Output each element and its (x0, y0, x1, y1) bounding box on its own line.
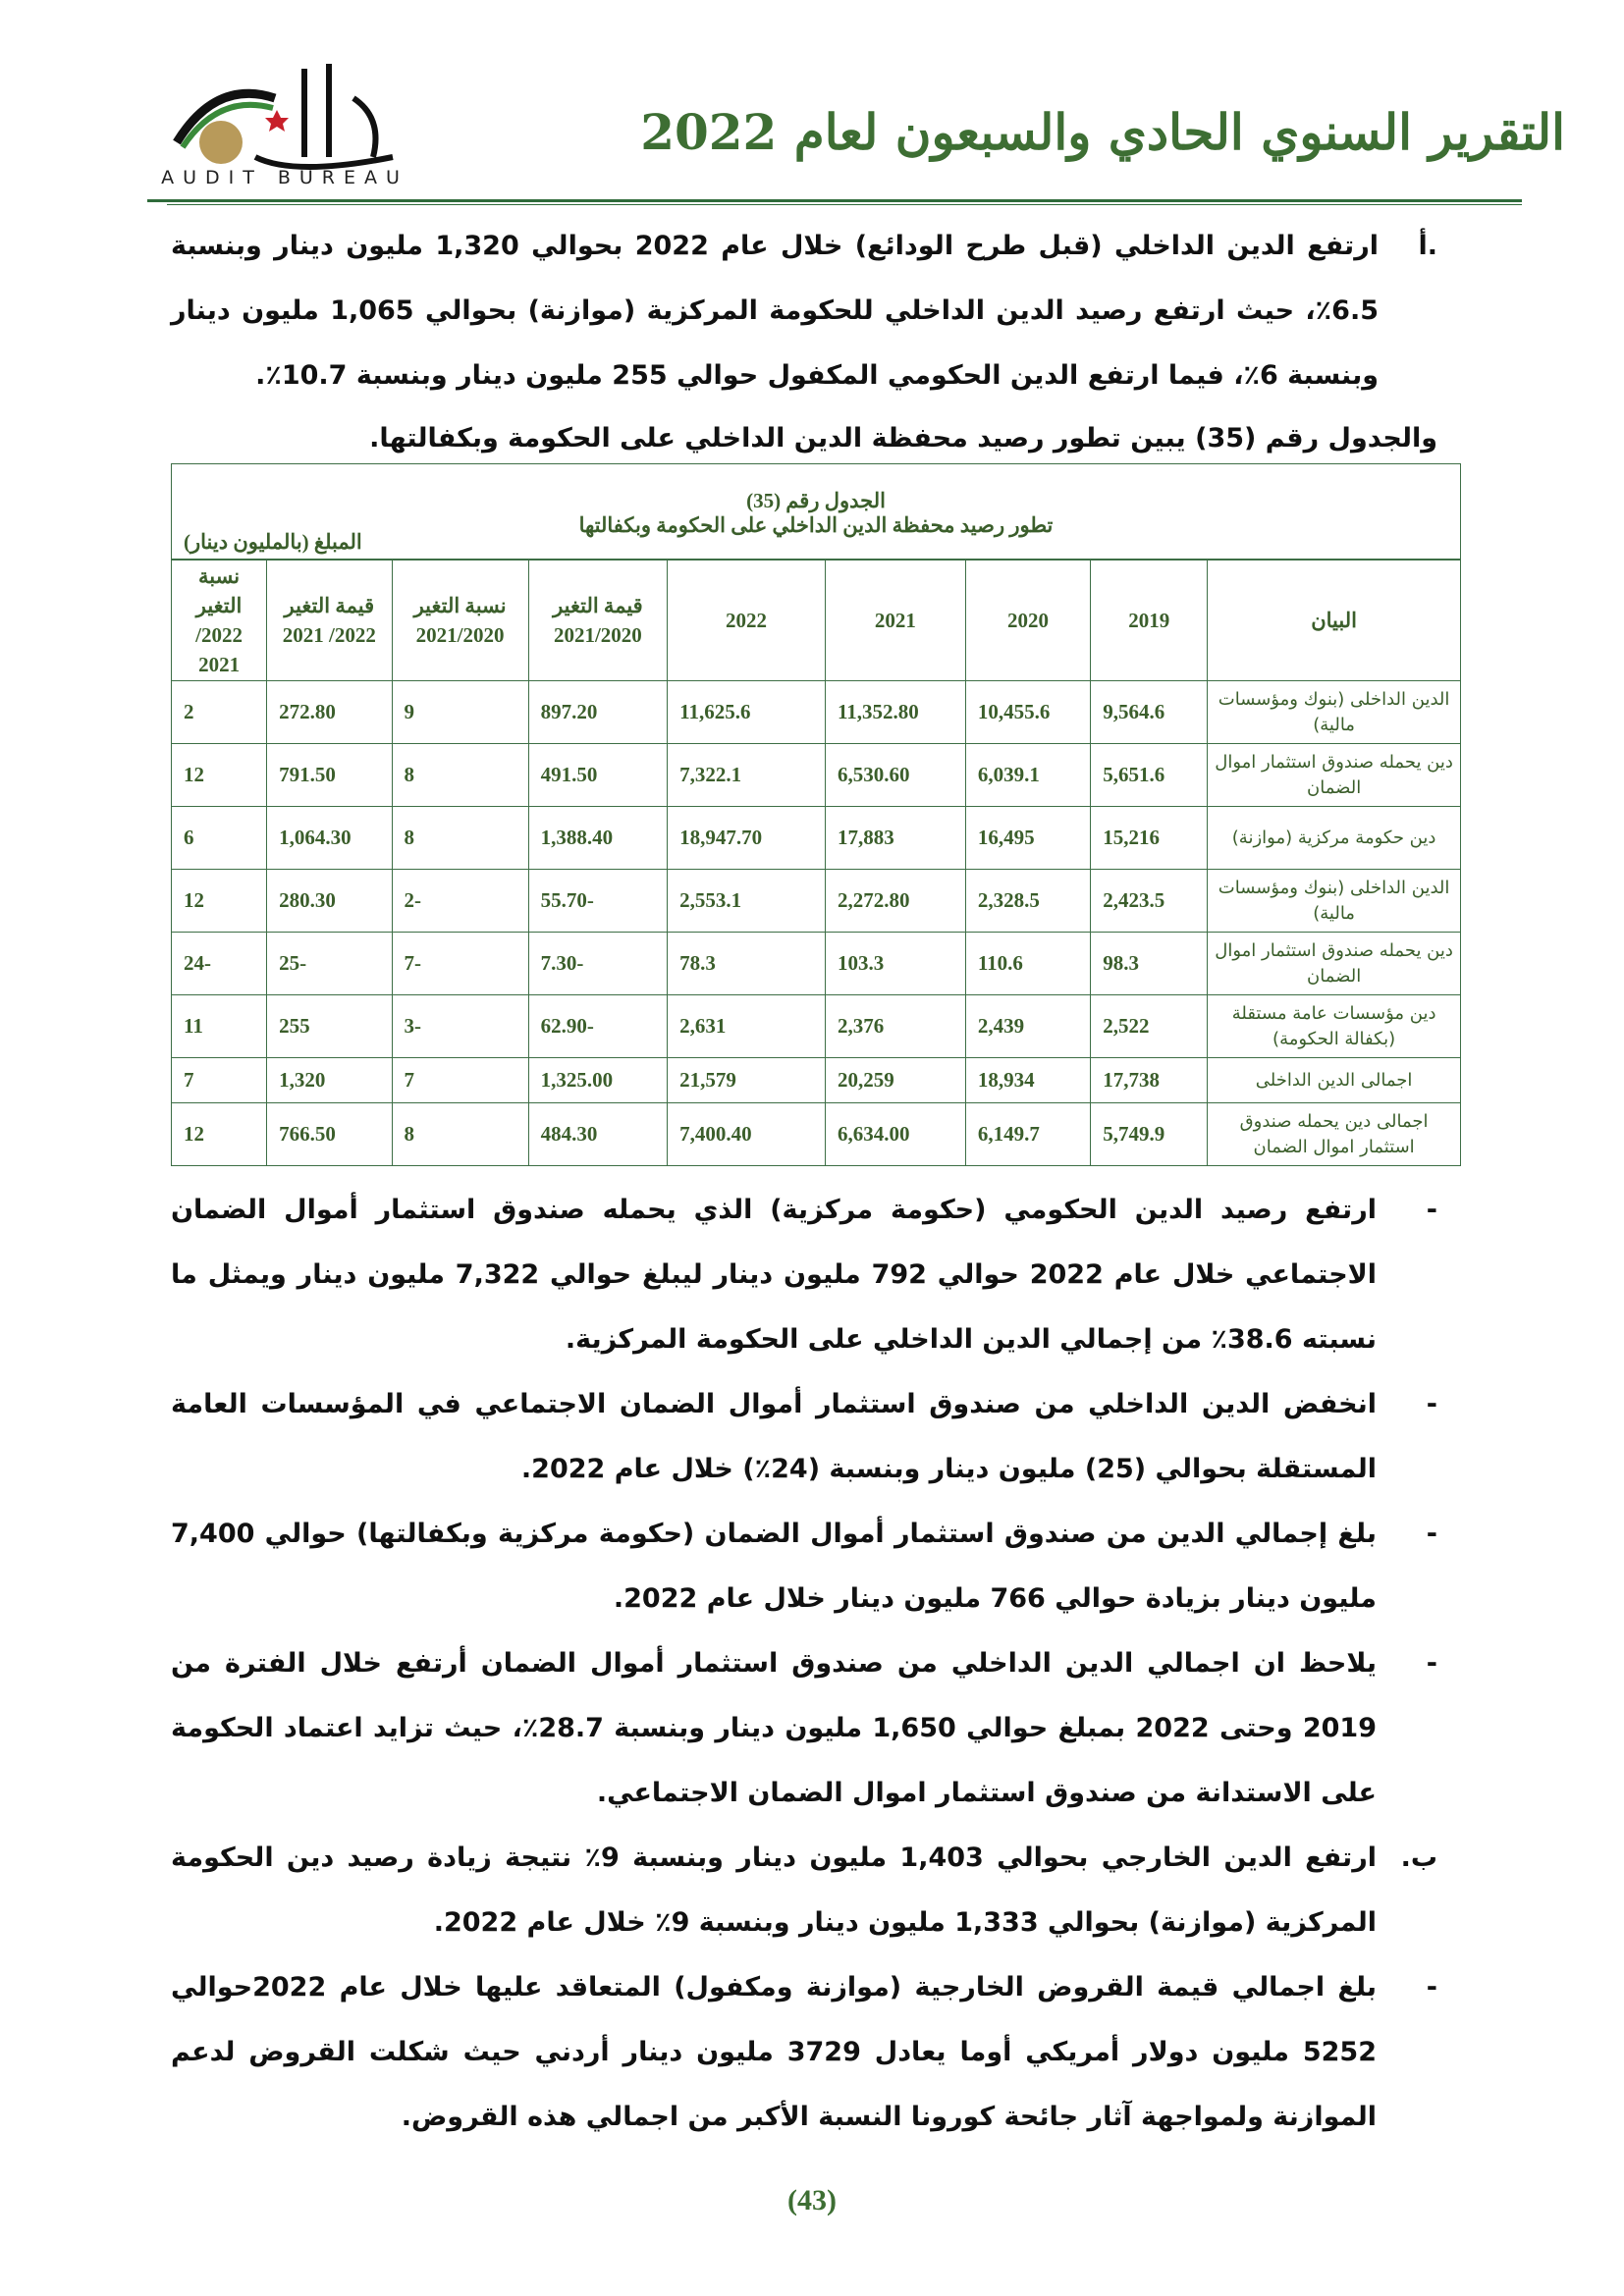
row-label: دين يحمله صندوق استثمار اموال الضمان (1208, 933, 1461, 995)
table-intro: والجدول رقم (35) يبين تطور رصيد محفظة الدين الداخلي على الحكومة وبكفالتها. (369, 423, 1437, 454)
row-label: الدين الداخلى (بنوك ومؤسسات مالية) (1208, 870, 1461, 933)
column-header: 2019 (1091, 560, 1208, 681)
column-header: 2021 (825, 560, 965, 681)
row-label: دين يحمله صندوق استثمار اموال الضمان (1208, 744, 1461, 807)
cell-value: 78.3 (668, 933, 826, 995)
table-row (172, 1058, 1461, 1103)
cell-value: 18,934 (965, 1058, 1090, 1103)
cell-value: 2,272.80 (825, 870, 965, 933)
cell-value: 766.50 (267, 1103, 392, 1166)
cell-value: 6,530.60 (825, 744, 965, 807)
bullet-text: ارتفع الدين الخارجي بحوالي 1,403 مليون دينار وبنسبة 9٪ نتيجة زيادة رصيد دين الحكومة المركزية (موازنة) بحوالي 1,333 مليون دينار وبنسبة 9٪ خلال عام 2022. (171, 1842, 1377, 1938)
table-row (172, 995, 1461, 1058)
cell-value: 897.20 (528, 681, 668, 744)
cell-value: 2 (172, 681, 267, 744)
cell-value: 9,564.6 (1091, 681, 1208, 744)
cell-value: -7 (392, 933, 528, 995)
cell-value: 9 (392, 681, 528, 744)
column-header: 2022 (668, 560, 826, 681)
cell-value: 8 (392, 807, 528, 870)
cell-value: 98.3 (1091, 933, 1208, 995)
cell-value: 280.30 (267, 870, 392, 933)
cell-value: -3 (392, 995, 528, 1058)
bullet-marker: - (1426, 1519, 1437, 1549)
table-unit: المبلغ (بالمليون دينار) (184, 530, 362, 554)
list-item (171, 1631, 1437, 1826)
cell-value: 6 (172, 807, 267, 870)
cell-value: 15,216 (1091, 807, 1208, 870)
cell-value: 1,325.00 (528, 1058, 668, 1103)
row-label: اجمالى دين يحمله صندوق استثمار اموال الضمان (1208, 1103, 1461, 1166)
cell-value: 20,259 (825, 1058, 965, 1103)
bullets-list (171, 1178, 1437, 2150)
cell-value: 12 (172, 744, 267, 807)
column-header: قيمة التغير 2021/2020 (528, 560, 668, 681)
row-label: الدين الداخلى (بنوك ومؤسسات مالية) (1208, 681, 1461, 744)
cell-value: 2,631 (668, 995, 826, 1058)
list-item (171, 1178, 1437, 1372)
bullet-text: انخفض الدين الداخلي من صندوق استثمار أموال الضمان الاجتماعي في المؤسسات العامة المستقلة بحوالي (25) مليون دينار وبنسبة (24٪) خلال عام 2022. (171, 1389, 1377, 1484)
table-row (172, 681, 1461, 744)
list-item (171, 1502, 1437, 1631)
cell-value: 2,522 (1091, 995, 1208, 1058)
cell-value: 272.80 (267, 681, 392, 744)
cell-value: 16,495 (965, 807, 1090, 870)
cell-value: 7,322.1 (668, 744, 826, 807)
list-item (171, 1955, 1437, 2150)
section-a-marker: أ. (1418, 231, 1437, 261)
table-number: الجدول رقم (35) (746, 489, 886, 512)
cell-value: 17,738 (1091, 1058, 1208, 1103)
cell-value: 5,749.9 (1091, 1103, 1208, 1166)
bullet-text: يلاحظ ان اجمالي الدين الداخلي من صندوق استثمار أموال الضمان أرتفع خلال الفترة من 2019 وحتى 2022 بمبلغ حوالي 1,650 مليون دينار وبنسبة 28.7٪، حيث تزايد اعتماد الحكومة على الاستدانة من صندوق استثمار اموال الضمان الاجتماعي. (171, 1648, 1377, 1808)
cell-value: -7.30 (528, 933, 668, 995)
cell-value: 255 (267, 995, 392, 1058)
section-a-paragraph: ارتفع الدين الداخلي (قبل طرح الودائع) خلال عام 2022 بحوالي 1,320 مليون دينار وبنسبة 6.5٪، حيث ارتفع رصيد الدين الداخلي للحكومة المركزية (موازنة) بحوالي 1,065 مليون دينار وبنسبة 6٪، فيما ارتفع الدين الحكومي المكفول حوالي 255 مليون دينار وبنسبة 10.7٪. (171, 231, 1379, 391)
cell-value: 17,883 (825, 807, 965, 870)
column-header: نسبة التغير 2022/ 2021 (172, 560, 267, 681)
cell-value: -25 (267, 933, 392, 995)
bullet-text: ارتفع رصيد الدين الحكومي (حكومة مركزية) الذي يحمله صندوق استثمار أموال الضمان الاجتماعي خلال عام 2022 حوالي 792 مليون دينار ليبلغ حوالي 7,322 مليون دينار ويمثل ما نسبته 38.6٪ من إجمالي الدين الداخلي على الحكومة المركزية. (171, 1195, 1378, 1355)
bullet-marker: ب. (1400, 1842, 1437, 1873)
cell-value: 2,376 (825, 995, 965, 1058)
cell-value: 791.50 (267, 744, 392, 807)
cell-value: 10,455.6 (965, 681, 1090, 744)
cell-value: 21,579 (668, 1058, 826, 1103)
domestic-debt-table (171, 463, 1461, 1166)
cell-value: 6,039.1 (965, 744, 1090, 807)
cell-value: 484.30 (528, 1103, 668, 1166)
cell-value: 7 (392, 1058, 528, 1103)
header-divider (147, 199, 1522, 202)
cell-value: -24 (172, 933, 267, 995)
cell-value: 103.3 (825, 933, 965, 995)
cell-value: 8 (392, 1103, 528, 1166)
cell-value: -55.70 (528, 870, 668, 933)
bullet-text: بلغ اجمالي قيمة القروض الخارجية (موازنة ومكفول) المتعاقد عليها خلال عام 2022حوالي 5252 مليون دولار أمريكي أوما يعادل 3729 مليون دينار أردني حيث شكلت القروض لدعم الموازنة ولمواجهة آثار جائحة كورونا النسبة الأكبر من اجمالي هذه القروض. (171, 1972, 1377, 2132)
column-header: نسبة التغير 2021/2020 (392, 560, 528, 681)
table-row (172, 1103, 1461, 1166)
page-number: (43) (787, 2184, 837, 2216)
cell-value: 1,388.40 (528, 807, 668, 870)
cell-value: 2,328.5 (965, 870, 1090, 933)
cell-value: -62.90 (528, 995, 668, 1058)
cell-value: 2,439 (965, 995, 1090, 1058)
cell-value: -2 (392, 870, 528, 933)
cell-value: 11,352.80 (825, 681, 965, 744)
cell-value: 2,553.1 (668, 870, 826, 933)
table-title: تطور رصيد محفظة الدين الداخلي على الحكومة وبكفالتها (578, 513, 1054, 537)
cell-value: 11 (172, 995, 267, 1058)
cell-value: 18,947.70 (668, 807, 826, 870)
bullet-marker: - (1426, 1648, 1437, 1679)
cell-value: 6,634.00 (825, 1103, 965, 1166)
cell-value: 12 (172, 870, 267, 933)
table-caption (172, 464, 1461, 561)
cell-value: 7 (172, 1058, 267, 1103)
column-header: 2020 (965, 560, 1090, 681)
cell-value: 5,651.6 (1091, 744, 1208, 807)
column-header: قيمة التغير 2022/ 2021 (267, 560, 392, 681)
cell-value: 6,149.7 (965, 1103, 1090, 1166)
table-row (172, 744, 1461, 807)
row-label: دين حكومة مركزية (موازنة) (1208, 807, 1461, 870)
cell-value: 11,625.6 (668, 681, 826, 744)
bullet-marker: - (1426, 1389, 1437, 1419)
table-row (172, 933, 1461, 995)
logo-caption: AUDIT BUREAU (161, 167, 408, 188)
table-row (172, 807, 1461, 870)
bullet-marker: - (1426, 1972, 1437, 2002)
report-title: التقرير السنوي الحادي والسبعون لعام 2022 (640, 103, 1565, 161)
cell-value: 1,320 (267, 1058, 392, 1103)
row-label: اجمالى الدين الداخلى (1208, 1058, 1461, 1103)
table-row (172, 870, 1461, 933)
header-divider-thin (167, 204, 1522, 205)
cell-value: 2,423.5 (1091, 870, 1208, 933)
list-item (171, 1372, 1437, 1502)
bullet-text: بلغ إجمالي الدين من صندوق استثمار أموال الضمان (حكومة مركزية وبكفالتها) حوالي 7,400 مليون دينار بزيادة حوالي 766 مليون دينار خلال عام 2022. (171, 1519, 1377, 1614)
row-label: دين مؤسسات عامة مستقلة (بكفالة الحكومة) (1208, 995, 1461, 1058)
cell-value: 7,400.40 (668, 1103, 826, 1166)
column-header: البيان (1208, 560, 1461, 681)
cell-value: 1,064.30 (267, 807, 392, 870)
bullet-marker: - (1426, 1195, 1437, 1225)
cell-value: 8 (392, 744, 528, 807)
list-item (171, 1826, 1437, 1955)
cell-value: 12 (172, 1103, 267, 1166)
cell-value: 110.6 (965, 933, 1090, 995)
table-header-row (172, 560, 1461, 681)
cell-value: 491.50 (528, 744, 668, 807)
